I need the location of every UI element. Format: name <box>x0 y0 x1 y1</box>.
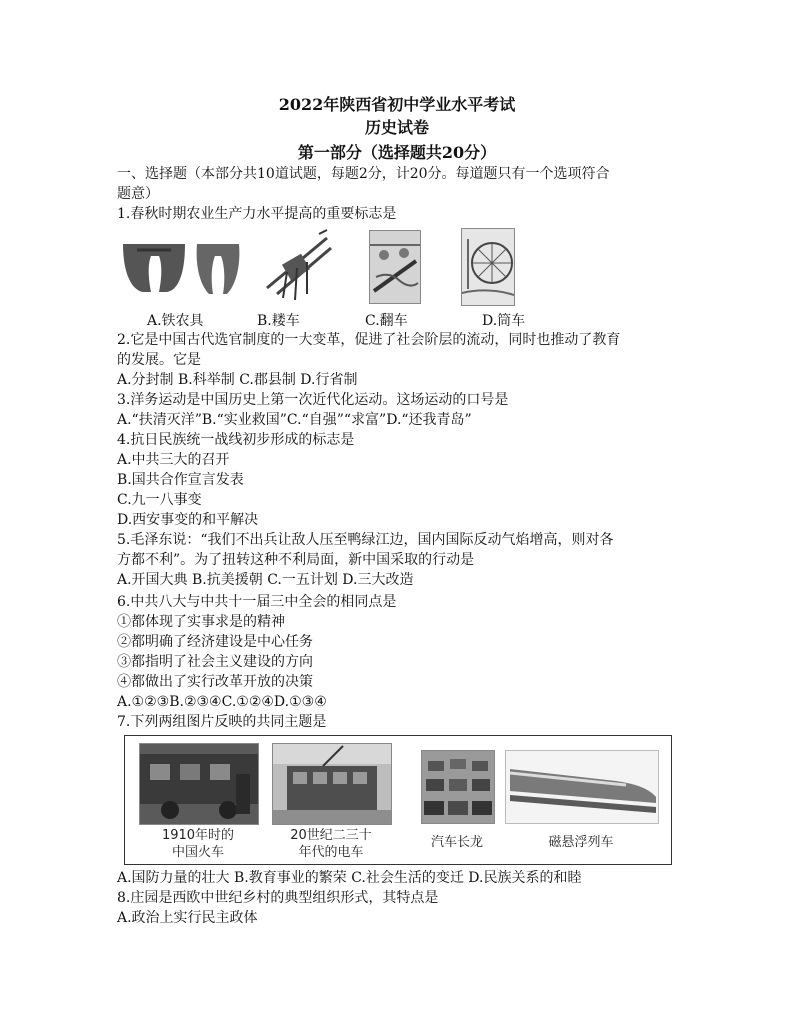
caption-maglev: 磁悬浮列车 <box>548 835 614 850</box>
q7-options: A.国防力量的壮大 B.教育事业的繁荣 C.社会生活的变迁 D.民族关系的和睦 <box>117 870 582 886</box>
caption-train-line-1: 1910年时的 <box>161 828 235 843</box>
maglev-train-photo <box>505 750 659 824</box>
q1-option-c: C.翻车 <box>365 313 408 329</box>
q1-option-b: B.耧车 <box>257 313 300 329</box>
seed-drill-image <box>257 228 337 304</box>
q6-item-1: ①都体现了实事求是的精神 <box>117 614 285 630</box>
q4-option-b: B.国共合作宣言发表 <box>117 472 244 488</box>
iron-tools-image <box>117 232 247 302</box>
q4-stem: 4.抗日民族统一战线初步形成的标志是 <box>117 432 355 448</box>
q1-figure <box>117 226 541 308</box>
traffic-jam-photo <box>421 750 495 824</box>
water-wheel-image <box>461 228 515 306</box>
q3-stem: 3.洋务运动是中国历史上第一次近代化运动。这场运动的口号是 <box>117 392 509 408</box>
tram-photo <box>272 743 392 825</box>
q7-figure <box>124 735 672 865</box>
q3-options: A.“扶清灭洋”B.“实业救国”C.“自强”“求富”D.“还我青岛” <box>117 412 472 428</box>
q6-item-2: ②都明确了经济建设是中心任务 <box>117 634 313 650</box>
q4-option-a: A.中共三大的召开 <box>117 452 230 468</box>
section-title: 第一部分（选择题共20分） <box>297 143 497 162</box>
instructions-line-2: 题意） <box>117 186 159 202</box>
q6-item-3: ③都指明了社会主义建设的方向 <box>117 654 313 670</box>
caption-tram-line-2: 年代的电车 <box>298 845 364 860</box>
caption-traffic: 汽车长龙 <box>430 835 483 850</box>
q6-options: A.①②③B.②③④C.①②④D.①③④ <box>117 694 327 710</box>
q1-stem: 1.春秋时期农业生产力水平提高的重要标志是 <box>117 206 397 222</box>
train-1910-photo <box>139 743 259 825</box>
q8-option-a: A.政治上实行民主政体 <box>117 910 258 926</box>
q5-options: A.开国大典 B.抗美援朝 C.一五计划 D.三大改造 <box>117 572 414 588</box>
q2-stem-line-1: 2.它是中国古代选官制度的一大变革，促进了社会阶层的流动，同时也推动了教育 <box>117 332 621 348</box>
q4-option-d: D.西安事变的和平解决 <box>117 512 259 528</box>
q2-stem-line-2: 的发展。它是 <box>117 352 201 368</box>
exam-subject: 历史试卷 <box>364 118 429 137</box>
caption-train-line-2: 中国火车 <box>171 845 224 860</box>
q6-item-4: ④都做出了实行改革开放的决策 <box>117 674 313 690</box>
exam-title: 2022年陕西省初中学业水平考试 <box>278 95 516 114</box>
q1-option-d: D.筒车 <box>482 313 526 329</box>
instructions-line-1: 一、选择题（本部分共10道试题，每题2分，计20分。每道题只有一个选项符合 <box>117 166 610 182</box>
q4-option-c: C.九一八事变 <box>117 492 202 508</box>
q8-stem: 8.庄园是西欧中世纪乡村的典型组织形式，其特点是 <box>117 890 439 906</box>
q1-option-a: A.铁农具 <box>147 313 204 329</box>
q2-options: A.分封制 B.科举制 C.郡县制 D.行省制 <box>117 372 358 388</box>
q6-stem: 6.中共八大与中共十一届三中全会的相同点是 <box>117 594 397 610</box>
q7-stem: 7.下列两组图片反映的共同主题是 <box>117 714 327 730</box>
q5-stem-line-2: 方都不利”。为了扭转这种不利局面，新中国采取的行动是 <box>117 552 475 568</box>
chain-pump-image <box>369 230 421 304</box>
q5-stem-line-1: 5.毛泽东说：“我们不出兵让敌人压至鸭绿江边，国内国际反动气焰增高，则对各 <box>117 532 614 548</box>
caption-tram-line-1: 20世纪二三十 <box>290 828 372 843</box>
